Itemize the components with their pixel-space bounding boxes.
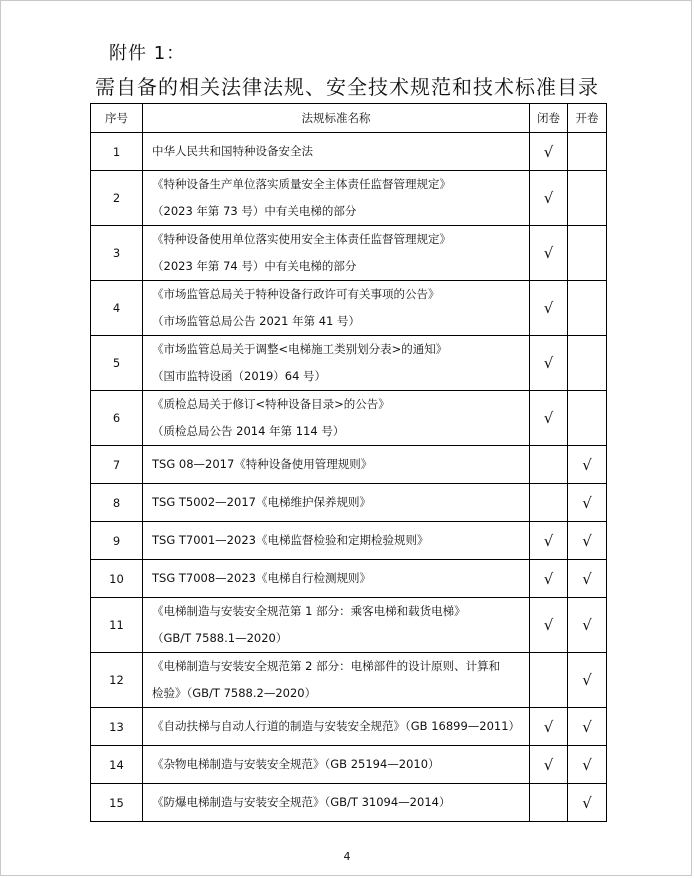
regulation-name-line: TSG 08—2017《特种设备使用管理规则》 [152,457,373,471]
row-number: 8 [91,484,143,522]
open-book-mark [568,391,607,446]
closed-book-mark [530,784,568,822]
open-book-mark: √ [568,446,607,484]
table-row [91,708,607,746]
regulation-name [143,746,530,784]
regulation-name [143,446,530,484]
regulation-name [143,226,530,281]
regulation-name-line: 《市场监管总局关于调整<电梯施工类别划分表>的通知》 [152,342,448,356]
page-number: 4 [343,850,351,863]
open-book-mark [568,133,607,171]
table-row [91,226,607,281]
closed-book-mark: √ [530,133,568,171]
regulation-name-line: （市场监管总局公告 2021 年第 41 号） [152,314,361,328]
regulation-name-line: 《电梯制造与安装安全规范第 1 部分：乘客电梯和载货电梯》 [152,604,466,618]
row-number: 14 [91,746,143,784]
regulation-name-line: 《市场监管总局关于特种设备行政许可有关事项的公告》 [152,287,440,301]
regulation-name [143,784,530,822]
regulation-name-line: 《质检总局关于修订<特种设备目录>的公告》 [152,397,390,411]
regulation-name-line: （质检总局公告 2014 年第 114 号） [152,424,345,438]
table-row [91,281,607,336]
regulation-name [143,598,530,653]
row-number: 4 [91,281,143,336]
open-book-mark [568,226,607,281]
header-no: 序号 [91,104,143,133]
row-number: 3 [91,226,143,281]
open-book-mark: √ [568,484,607,522]
regulation-name-line: （国市监特设函（2019）64 号） [152,369,327,383]
regulation-name [143,133,530,171]
header-closed-book: 闭卷 [530,104,568,133]
table-row [91,522,607,560]
regulation-name [143,391,530,446]
row-number: 1 [91,133,143,171]
regulation-name [143,281,530,336]
regulation-name [143,171,530,226]
closed-book-mark: √ [530,746,568,784]
row-number: 13 [91,708,143,746]
regulation-name-line: 《电梯制造与安装安全规范第 2 部分：电梯部件的设计原则、计算和 [152,659,501,673]
regulation-name [143,560,530,598]
table-row [91,484,607,522]
open-book-mark [568,336,607,391]
header-open-book: 开卷 [568,104,607,133]
table-row [91,446,607,484]
open-book-mark: √ [568,598,607,653]
regulation-name-line: TSG T7001—2023《电梯监督检验和定期检验规则》 [152,533,429,547]
open-book-mark: √ [568,653,607,708]
regulation-name [143,653,530,708]
closed-book-mark: √ [530,336,568,391]
regulation-name [143,708,530,746]
open-book-mark: √ [568,746,607,784]
table-row [91,560,607,598]
table-row [91,653,607,708]
row-number: 2 [91,171,143,226]
closed-book-mark: √ [530,226,568,281]
regulation-name-line: 《自动扶梯与自动人行道的制造与安装安全规范》（GB 16899—2011） [152,719,521,733]
open-book-mark: √ [568,560,607,598]
regulation-name [143,336,530,391]
regulation-name [143,484,530,522]
regulation-name-line: TSG T7008—2023《电梯自行检测规则》 [152,571,371,585]
regulation-name-line: 检验》（GB/T 7588.2—2020） [152,686,317,700]
table-row [91,391,607,446]
table-row [91,133,607,171]
attachment-label: 附件 1： [109,43,186,64]
regulation-name-line: 中华人民共和国特种设备安全法 [152,144,313,158]
closed-book-mark: √ [530,281,568,336]
closed-book-mark [530,653,568,708]
open-book-mark [568,171,607,226]
regulation-name-line: 《防爆电梯制造与安装安全规范》（GB/T 31094—2014） [152,795,451,809]
closed-book-mark: √ [530,171,568,226]
document-title: 需自备的相关法律法规、安全技术规范和技术标准目录 [95,75,599,99]
standards-table [90,103,607,822]
open-book-mark: √ [568,708,607,746]
regulation-name-line: 《杂物电梯制造与安装安全规范》（GB 25194—2010） [152,757,440,771]
row-number: 10 [91,560,143,598]
closed-book-mark [530,446,568,484]
row-number: 5 [91,336,143,391]
regulation-name-line: （2023 年第 73 号）中有关电梯的部分 [152,204,357,218]
closed-book-mark: √ [530,522,568,560]
table-row [91,746,607,784]
regulation-name [143,522,530,560]
row-number: 12 [91,653,143,708]
regulation-name-line: TSG T5002—2017《电梯维护保养规则》 [152,495,371,509]
closed-book-mark: √ [530,560,568,598]
closed-book-mark: √ [530,391,568,446]
table-row [91,171,607,226]
header-name: 法规标准名称 [143,104,530,133]
regulation-name-line: 《特种设备使用单位落实使用安全主体责任监督管理规定》 [152,232,451,246]
closed-book-mark [530,484,568,522]
open-book-mark [568,281,607,336]
row-number: 7 [91,446,143,484]
table-header-row [91,104,607,133]
row-number: 6 [91,391,143,446]
row-number: 9 [91,522,143,560]
table-row [91,336,607,391]
open-book-mark: √ [568,522,607,560]
table-row [91,598,607,653]
regulation-name-line: （2023 年第 74 号）中有关电梯的部分 [152,259,357,273]
closed-book-mark: √ [530,708,568,746]
regulation-name-line: （GB/T 7588.1—2020） [152,631,288,645]
open-book-mark: √ [568,784,607,822]
closed-book-mark: √ [530,598,568,653]
row-number: 11 [91,598,143,653]
regulation-name-line: 《特种设备生产单位落实质量安全主体责任监督管理规定》 [152,177,451,191]
table-row [91,784,607,822]
row-number: 15 [91,784,143,822]
